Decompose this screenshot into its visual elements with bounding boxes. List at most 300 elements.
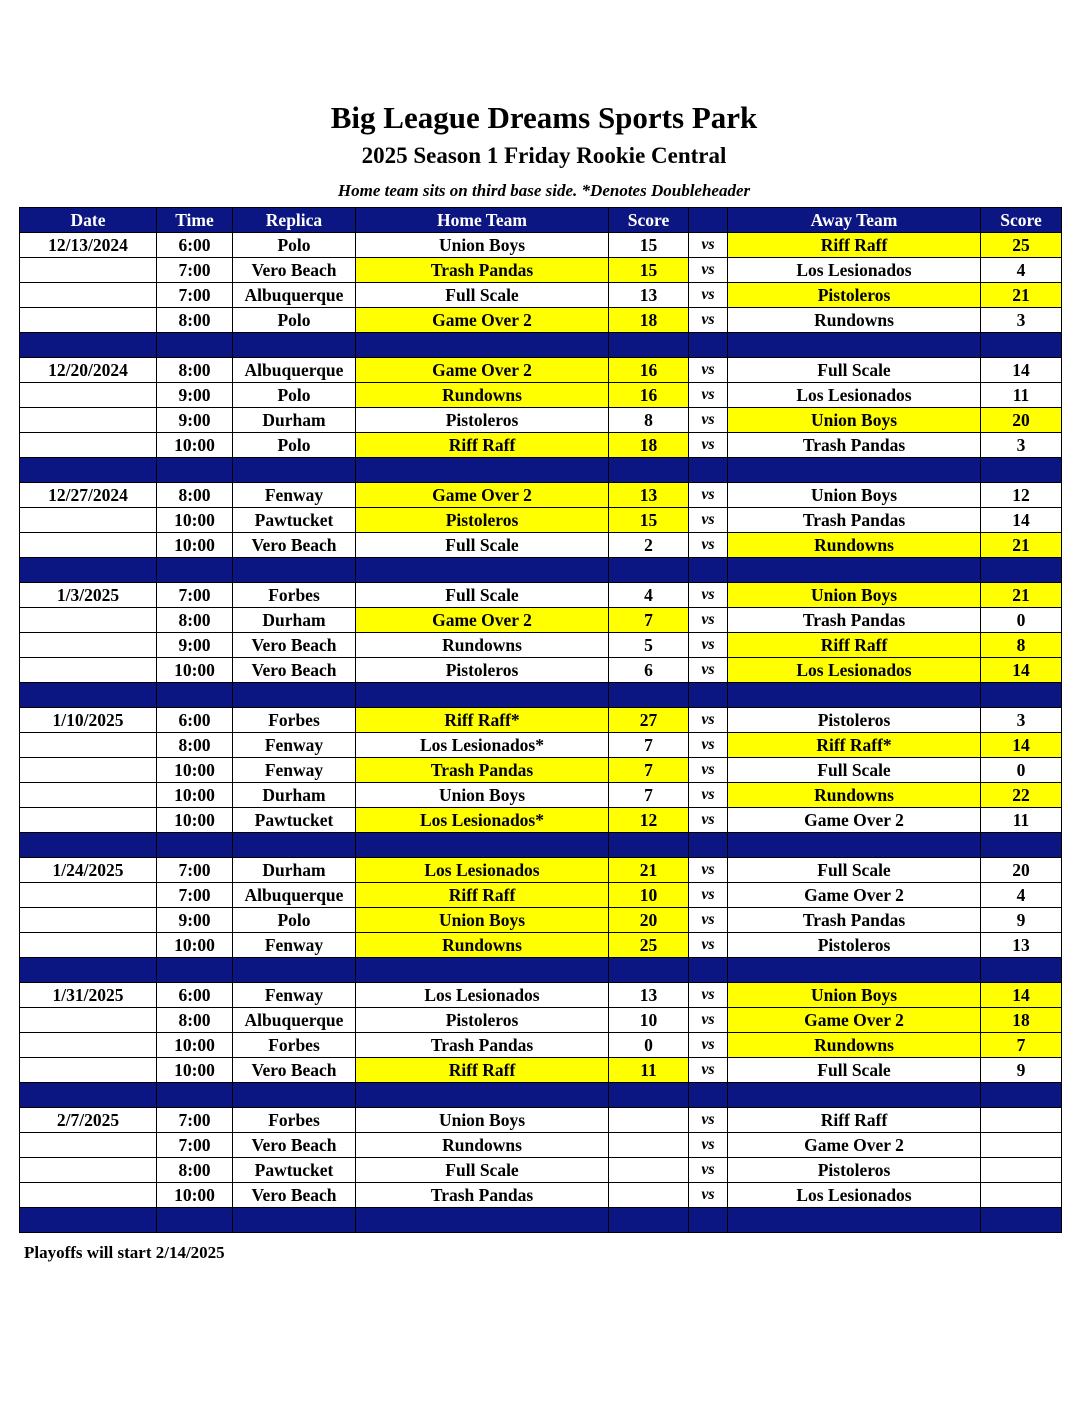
home-score (609, 1108, 689, 1133)
game-date (20, 1033, 157, 1058)
home-score: 5 (609, 633, 689, 658)
away-team: Riff Raff* (728, 733, 981, 758)
separator-cell (157, 558, 233, 583)
separator-cell (356, 458, 609, 483)
home-score: 18 (609, 308, 689, 333)
game-time: 8:00 (157, 308, 233, 333)
home-team: Los Lesionados* (356, 808, 609, 833)
separator-cell (689, 1208, 728, 1233)
separator-cell (356, 1083, 609, 1108)
separator-cell (20, 458, 157, 483)
game-date: 12/20/2024 (20, 358, 157, 383)
game-date (20, 933, 157, 958)
home-team: Los Lesionados (356, 858, 609, 883)
home-team: Trash Pandas (356, 758, 609, 783)
away-score: 14 (981, 733, 1062, 758)
vs-label: vs (689, 258, 728, 283)
vs-label: vs (689, 633, 728, 658)
away-score: 0 (981, 608, 1062, 633)
home-team: Full Scale (356, 1158, 609, 1183)
home-team: Rundowns (356, 933, 609, 958)
game-row (20, 233, 1062, 258)
separator-cell (609, 458, 689, 483)
game-row (20, 358, 1062, 383)
game-date (20, 883, 157, 908)
home-score: 13 (609, 283, 689, 308)
home-team: Rundowns (356, 633, 609, 658)
schedule-note: Home team sits on third base side. *Denotes Doubleheader (337, 181, 751, 200)
separator-cell (981, 458, 1062, 483)
home-team: Pistoleros (356, 1008, 609, 1033)
game-row (20, 1033, 1062, 1058)
away-score: 9 (981, 908, 1062, 933)
col-away-team-header: Away Team (728, 208, 981, 233)
away-score: 21 (981, 283, 1062, 308)
away-team: Pistoleros (728, 1158, 981, 1183)
game-time: 10:00 (157, 658, 233, 683)
game-time: 8:00 (157, 358, 233, 383)
week-separator (20, 833, 1062, 858)
vs-label: vs (689, 758, 728, 783)
game-date (20, 508, 157, 533)
separator-cell (233, 1208, 356, 1233)
home-score: 15 (609, 258, 689, 283)
game-date (20, 633, 157, 658)
game-date: 12/27/2024 (20, 483, 157, 508)
separator-cell (689, 558, 728, 583)
separator-cell (728, 1208, 981, 1233)
game-replica: Vero Beach (233, 1183, 356, 1208)
home-score: 18 (609, 433, 689, 458)
game-replica: Polo (233, 233, 356, 258)
home-team: Pistoleros (356, 658, 609, 683)
game-row (20, 658, 1062, 683)
game-date (20, 308, 157, 333)
game-row (20, 758, 1062, 783)
game-replica: Vero Beach (233, 1133, 356, 1158)
game-replica: Pawtucket (233, 508, 356, 533)
away-team: Game Over 2 (728, 1008, 981, 1033)
home-team: Full Scale (356, 533, 609, 558)
separator-cell (233, 458, 356, 483)
home-team: Rundowns (356, 1133, 609, 1158)
week-separator (20, 458, 1062, 483)
game-replica: Polo (233, 908, 356, 933)
away-score: 3 (981, 308, 1062, 333)
separator-cell (609, 333, 689, 358)
game-date (20, 283, 157, 308)
game-date (20, 783, 157, 808)
week-separator (20, 958, 1062, 983)
separator-cell (609, 683, 689, 708)
schedule-table (19, 207, 1062, 1233)
vs-label: vs (689, 608, 728, 633)
home-team: Pistoleros (356, 508, 609, 533)
game-row (20, 308, 1062, 333)
away-score (981, 1183, 1062, 1208)
home-score: 7 (609, 758, 689, 783)
game-time: 10:00 (157, 1183, 233, 1208)
game-time: 10:00 (157, 433, 233, 458)
home-score: 15 (609, 508, 689, 533)
vs-label: vs (689, 808, 728, 833)
game-date (20, 1158, 157, 1183)
separator-cell (233, 333, 356, 358)
separator-cell (233, 1083, 356, 1108)
separator-cell (20, 958, 157, 983)
vs-label: vs (689, 533, 728, 558)
home-team: Union Boys (356, 783, 609, 808)
vs-label: vs (689, 933, 728, 958)
separator-cell (157, 333, 233, 358)
game-replica: Durham (233, 783, 356, 808)
game-date (20, 1183, 157, 1208)
separator-cell (233, 683, 356, 708)
separator-cell (981, 1083, 1062, 1108)
home-team: Game Over 2 (356, 308, 609, 333)
home-team: Trash Pandas (356, 1033, 609, 1058)
game-row (20, 1183, 1062, 1208)
away-team: Riff Raff (728, 233, 981, 258)
separator-cell (689, 683, 728, 708)
vs-label: vs (689, 658, 728, 683)
game-replica: Fenway (233, 933, 356, 958)
separator-cell (20, 1208, 157, 1233)
home-score: 13 (609, 983, 689, 1008)
home-score: 0 (609, 1033, 689, 1058)
game-time: 9:00 (157, 633, 233, 658)
separator-cell (20, 683, 157, 708)
home-team: Trash Pandas (356, 1183, 609, 1208)
game-replica: Polo (233, 433, 356, 458)
separator-cell (233, 558, 356, 583)
separator-cell (981, 833, 1062, 858)
game-date: 1/3/2025 (20, 583, 157, 608)
game-time: 10:00 (157, 758, 233, 783)
week-separator (20, 683, 1062, 708)
game-row (20, 983, 1062, 1008)
home-score: 16 (609, 358, 689, 383)
away-team: Los Lesionados (728, 383, 981, 408)
away-team: Trash Pandas (728, 908, 981, 933)
vs-label: vs (689, 1133, 728, 1158)
separator-cell (609, 1208, 689, 1233)
away-score (981, 1133, 1062, 1158)
away-team: Pistoleros (728, 283, 981, 308)
game-date (20, 383, 157, 408)
week-separator (20, 333, 1062, 358)
home-team: Rundowns (356, 383, 609, 408)
vs-label: vs (689, 1158, 728, 1183)
away-score: 9 (981, 1058, 1062, 1083)
game-row (20, 1058, 1062, 1083)
game-time: 6:00 (157, 983, 233, 1008)
col-vs-header (689, 208, 728, 233)
away-team: Los Lesionados (728, 258, 981, 283)
away-team: Union Boys (728, 583, 981, 608)
game-replica: Fenway (233, 733, 356, 758)
home-team: Riff Raff (356, 433, 609, 458)
game-replica: Vero Beach (233, 1058, 356, 1083)
home-team: Pistoleros (356, 408, 609, 433)
game-replica: Pawtucket (233, 1158, 356, 1183)
game-replica: Albuquerque (233, 283, 356, 308)
vs-label: vs (689, 983, 728, 1008)
separator-cell (157, 958, 233, 983)
away-score: 3 (981, 433, 1062, 458)
game-row (20, 608, 1062, 633)
away-score: 18 (981, 1008, 1062, 1033)
game-time: 6:00 (157, 708, 233, 733)
home-team: Union Boys (356, 1108, 609, 1133)
separator-cell (356, 683, 609, 708)
home-score (609, 1158, 689, 1183)
home-score: 10 (609, 1008, 689, 1033)
vs-label: vs (689, 358, 728, 383)
game-replica: Durham (233, 408, 356, 433)
separator-cell (689, 1083, 728, 1108)
game-time: 10:00 (157, 933, 233, 958)
separator-cell (20, 833, 157, 858)
away-team: Riff Raff (728, 1108, 981, 1133)
game-replica: Fenway (233, 983, 356, 1008)
home-score (609, 1183, 689, 1208)
away-score: 13 (981, 933, 1062, 958)
vs-label: vs (689, 1058, 728, 1083)
away-team: Full Scale (728, 758, 981, 783)
vs-label: vs (689, 433, 728, 458)
away-team: Full Scale (728, 358, 981, 383)
home-score: 21 (609, 858, 689, 883)
game-replica: Forbes (233, 1033, 356, 1058)
separator-cell (728, 1083, 981, 1108)
game-time: 8:00 (157, 483, 233, 508)
separator-cell (728, 833, 981, 858)
vs-label: vs (689, 583, 728, 608)
away-score: 3 (981, 708, 1062, 733)
separator-cell (981, 683, 1062, 708)
away-team: Rundowns (728, 1033, 981, 1058)
away-score: 14 (981, 358, 1062, 383)
game-date (20, 1008, 157, 1033)
home-score: 7 (609, 608, 689, 633)
separator-cell (233, 958, 356, 983)
separator-cell (157, 1208, 233, 1233)
game-time: 8:00 (157, 1158, 233, 1183)
separator-cell (157, 458, 233, 483)
game-time: 7:00 (157, 283, 233, 308)
game-date: 1/24/2025 (20, 858, 157, 883)
game-row (20, 483, 1062, 508)
game-replica: Vero Beach (233, 533, 356, 558)
separator-cell (20, 333, 157, 358)
col-date-header: Date (20, 208, 157, 233)
game-date (20, 908, 157, 933)
separator-cell (689, 333, 728, 358)
game-time: 10:00 (157, 1033, 233, 1058)
game-row (20, 383, 1062, 408)
away-score: 14 (981, 508, 1062, 533)
separator-cell (609, 958, 689, 983)
home-team: Union Boys (356, 233, 609, 258)
game-row (20, 1108, 1062, 1133)
game-row (20, 633, 1062, 658)
separator-cell (981, 1208, 1062, 1233)
col-home-score-header: Score (609, 208, 689, 233)
away-score: 22 (981, 783, 1062, 808)
separator-cell (981, 958, 1062, 983)
game-row (20, 1133, 1062, 1158)
game-row (20, 933, 1062, 958)
game-date (20, 608, 157, 633)
away-team: Rundowns (728, 308, 981, 333)
away-team: Rundowns (728, 533, 981, 558)
game-date (20, 1058, 157, 1083)
game-date (20, 733, 157, 758)
away-team: Game Over 2 (728, 1133, 981, 1158)
vs-label: vs (689, 283, 728, 308)
home-team: Los Lesionados (356, 983, 609, 1008)
game-replica: Durham (233, 608, 356, 633)
home-score: 20 (609, 908, 689, 933)
game-date: 2/7/2025 (20, 1108, 157, 1133)
home-team: Trash Pandas (356, 258, 609, 283)
home-score: 8 (609, 408, 689, 433)
col-home-team-header: Home Team (356, 208, 609, 233)
away-team: Union Boys (728, 983, 981, 1008)
vs-label: vs (689, 383, 728, 408)
game-date (20, 408, 157, 433)
game-row (20, 708, 1062, 733)
game-time: 8:00 (157, 1008, 233, 1033)
game-replica: Fenway (233, 483, 356, 508)
away-team: Union Boys (728, 483, 981, 508)
separator-cell (356, 833, 609, 858)
home-score: 16 (609, 383, 689, 408)
separator-cell (728, 333, 981, 358)
game-time: 7:00 (157, 583, 233, 608)
game-date (20, 808, 157, 833)
game-time: 10:00 (157, 783, 233, 808)
game-time: 10:00 (157, 533, 233, 558)
home-team: Riff Raff (356, 883, 609, 908)
separator-cell (609, 558, 689, 583)
vs-label: vs (689, 508, 728, 533)
game-row (20, 883, 1062, 908)
game-date: 12/13/2024 (20, 233, 157, 258)
separator-cell (689, 458, 728, 483)
game-date (20, 1133, 157, 1158)
game-row (20, 583, 1062, 608)
separator-cell (356, 558, 609, 583)
home-team: Game Over 2 (356, 483, 609, 508)
home-score: 27 (609, 708, 689, 733)
home-score: 10 (609, 883, 689, 908)
game-date: 1/31/2025 (20, 983, 157, 1008)
home-score: 4 (609, 583, 689, 608)
away-score: 11 (981, 808, 1062, 833)
away-team: Game Over 2 (728, 808, 981, 833)
game-row (20, 1158, 1062, 1183)
page-subtitle: 2025 Season 1 Friday Rookie Central (361, 143, 727, 168)
game-replica: Albuquerque (233, 358, 356, 383)
separator-cell (157, 833, 233, 858)
game-date (20, 658, 157, 683)
separator-cell (356, 1208, 609, 1233)
vs-label: vs (689, 233, 728, 258)
game-row (20, 858, 1062, 883)
away-score: 21 (981, 583, 1062, 608)
game-replica: Pawtucket (233, 808, 356, 833)
away-team: Rundowns (728, 783, 981, 808)
away-score: 4 (981, 258, 1062, 283)
separator-cell (609, 1083, 689, 1108)
game-replica: Vero Beach (233, 258, 356, 283)
game-time: 10:00 (157, 1058, 233, 1083)
home-team: Los Lesionados* (356, 733, 609, 758)
vs-label: vs (689, 708, 728, 733)
away-score (981, 1158, 1062, 1183)
game-time: 7:00 (157, 1108, 233, 1133)
away-team: Full Scale (728, 858, 981, 883)
game-row (20, 783, 1062, 808)
game-time: 7:00 (157, 258, 233, 283)
vs-label: vs (689, 483, 728, 508)
game-row (20, 733, 1062, 758)
away-score: 4 (981, 883, 1062, 908)
away-score (981, 1108, 1062, 1133)
away-team: Trash Pandas (728, 433, 981, 458)
game-replica: Vero Beach (233, 633, 356, 658)
away-score: 11 (981, 383, 1062, 408)
home-score: 6 (609, 658, 689, 683)
home-team: Union Boys (356, 908, 609, 933)
separator-cell (157, 683, 233, 708)
vs-label: vs (689, 883, 728, 908)
home-score: 25 (609, 933, 689, 958)
home-score: 12 (609, 808, 689, 833)
home-score: 13 (609, 483, 689, 508)
vs-label: vs (689, 1008, 728, 1033)
away-score: 14 (981, 658, 1062, 683)
separator-cell (728, 683, 981, 708)
away-team: Los Lesionados (728, 658, 981, 683)
page-title: Big League Dreams Sports Park (330, 100, 758, 135)
separator-cell (356, 333, 609, 358)
game-date (20, 258, 157, 283)
vs-label: vs (689, 308, 728, 333)
playoffs-note: Playoffs will start 2/14/2025 (24, 1243, 225, 1262)
col-replica-header: Replica (233, 208, 356, 233)
game-time: 7:00 (157, 858, 233, 883)
away-score: 25 (981, 233, 1062, 258)
game-replica: Polo (233, 308, 356, 333)
home-team: Riff Raff* (356, 708, 609, 733)
home-score: 15 (609, 233, 689, 258)
home-score: 7 (609, 733, 689, 758)
separator-cell (728, 458, 981, 483)
game-replica: Durham (233, 858, 356, 883)
game-time: 7:00 (157, 1133, 233, 1158)
away-team: Full Scale (728, 1058, 981, 1083)
separator-cell (728, 958, 981, 983)
home-team: Full Scale (356, 583, 609, 608)
separator-cell (689, 833, 728, 858)
vs-label: vs (689, 1033, 728, 1058)
away-score: 0 (981, 758, 1062, 783)
game-replica: Forbes (233, 708, 356, 733)
home-score (609, 1133, 689, 1158)
